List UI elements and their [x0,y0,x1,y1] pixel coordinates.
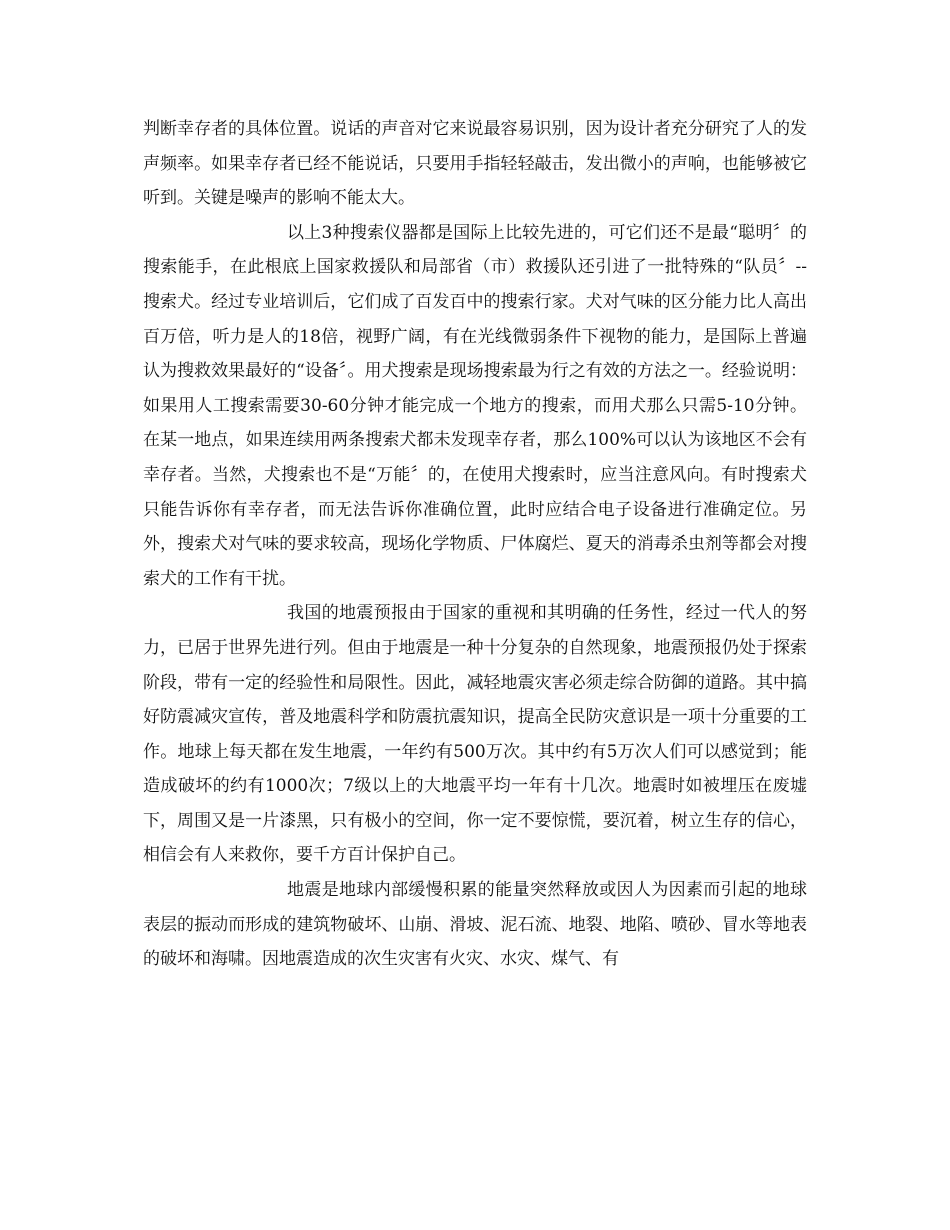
paragraph-4: 地震是地球内部缓慢积累的能量突然释放或因人为因素而引起的地球表层的振动而形成的建筑物破坏、山崩、滑坡、泥石流、地裂、地陷、喷砂、冒水等地表的破坏和海啸。因地震造成的次生灾害有火灾、水灾、煤气、有 [143,880,807,970]
paragraph-1: 判断幸存者的具体位置。说话的声音对它来说最容易识别，因为设计者充分研究了人的发声频率。如果幸存者已经不能说话，只要用手指轻轻敲击，发出微小的声响，也能够被它听到。关键是噪声的影响不能太大。 [143,119,807,209]
document-body [143,112,807,977]
paragraph-3: 我国的地震预报由于国家的重视和其明确的任务性，经过一代人的努力，已居于世界先进行列。但由于地震是一种十分复杂的自然现象，地震预报仍处于探索阶段，带有一定的经验性和局限性。因此，减轻地震灾害必须走综合防御的道路。其中搞好防震减灾宣传，普及地震科学和防震抗震知识，提高全民防灾意识是一项十分重要的工作。地球上每天都在发生地震，一年约有500万次。其中约有5万次人们可以感觉到；能造成破坏的约有1000次；7级以上的大地震平均一年有十几次。地震时如被埋压在废墟下，周围又是一片漆黑，只有极小的空间，你一定不要惊慌，要沉着，树立生存的信心，相信会有人来救你，要千方百计保护自己。 [143,603,807,866]
paragraph-2: 以上3种搜索仪器都是国际上比较先进的，可它们还不是最“聪明〞的搜索能手，在此根底上国家救援队和局部省（市）救援队还引进了一批特殊的“队员〞--搜索犬。经过专业培训后，它们成了百发百中的搜索行家。犬对气味的区分能力比人高出百万倍，听力是人的18倍，视野广阔，有在光线微弱条件下视物的能力，是国际上普遍认为搜救效果最好的“设备〞。用犬搜索是现场搜索最为行之有效的方法之一。经验说明：如果用人工搜索需要30-60分钟才能完成一个地方的搜索，而用犬那么只需5-10分钟。在某一地点，如果连续用两条搜索犬都未发现幸存者，那么100%可以认为该地区不会有幸存者。当然，犬搜索也不是“万能〞的，在使用犬搜索时，应当注意风向。有时搜索犬只能告诉你有幸存者，而无法告诉你准确位置，此时应结合电子设备进行准确定位。另外，搜索犬对气味的要求较高，现场化学物质、尸体腐烂、夏天的消毒杀虫剂等都会对搜索犬的工作有干扰。 [143,222,807,589]
